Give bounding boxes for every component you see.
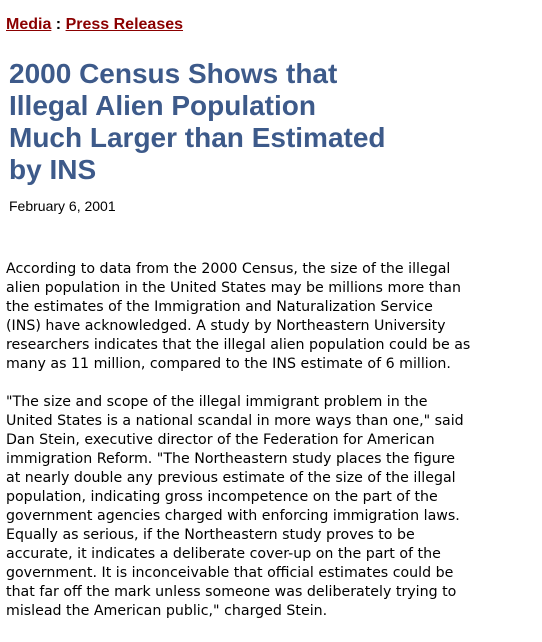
paragraph-line: government agencies charged with enforcing immigration laws. (6, 508, 460, 524)
article-title-line: Much Larger than Estimated (9, 122, 386, 153)
article-title (9, 58, 429, 186)
paragraph-line: researchers indicates that the illegal alien population could be as (6, 337, 471, 353)
paragraph-line: many as 11 million, compared to the INS estimate of 6 million. (6, 356, 451, 372)
paragraph-line: "The size and scope of the illegal immigrant problem in the (6, 394, 428, 410)
paragraph-line: (INS) have acknowledged. A study by Northeastern University (6, 318, 446, 334)
breadcrumb-link-press-releases[interactable]: Press Releases (65, 16, 184, 33)
breadcrumb-link-media[interactable]: Media (6, 16, 52, 33)
breadcrumb (6, 15, 183, 35)
paragraph-line: Dan Stein, executive director of the Federation for American (6, 432, 435, 448)
paragraph-line: mislead the American public," charged Stein. (6, 603, 328, 619)
paragraph-line: According to data from the 2000 Census, the size of the illegal (6, 261, 451, 277)
article-paragraph-2 (6, 393, 536, 621)
paragraph-line: United States is a national scandal in more ways than one," said (6, 413, 464, 429)
article-title-line: 2000 Census Shows that (9, 58, 338, 89)
paragraph-line: population, indicating gross incompetence on the part of the (6, 489, 438, 505)
paragraph-line: that far off the mark unless someone was deliberately trying to (6, 584, 457, 600)
paragraph-line: at nearly double any previous estimate of the size of the illegal (6, 470, 456, 486)
article-date: February 6, 2001 (9, 198, 116, 214)
paragraph-line: government. It is inconceivable that official estimates could be (6, 565, 454, 581)
article-paragraph-1 (6, 260, 536, 374)
paragraph-line: alien population in the United States may be millions more than (6, 280, 461, 296)
paragraph-line: the estimates of the Immigration and Naturalization Service (6, 299, 433, 315)
paragraph-line: Equally as serious, if the Northeastern study proves to be (6, 527, 415, 543)
article-title-line: Illegal Alien Population (9, 90, 316, 121)
breadcrumb-separator: : (55, 16, 62, 33)
paragraph-line: accurate, it indicates a deliberate cover-up on the part of the (6, 546, 441, 562)
article-title-line: by INS (9, 154, 97, 185)
paragraph-line: immigration Reform. "The Northeastern study places the figure (6, 451, 455, 467)
